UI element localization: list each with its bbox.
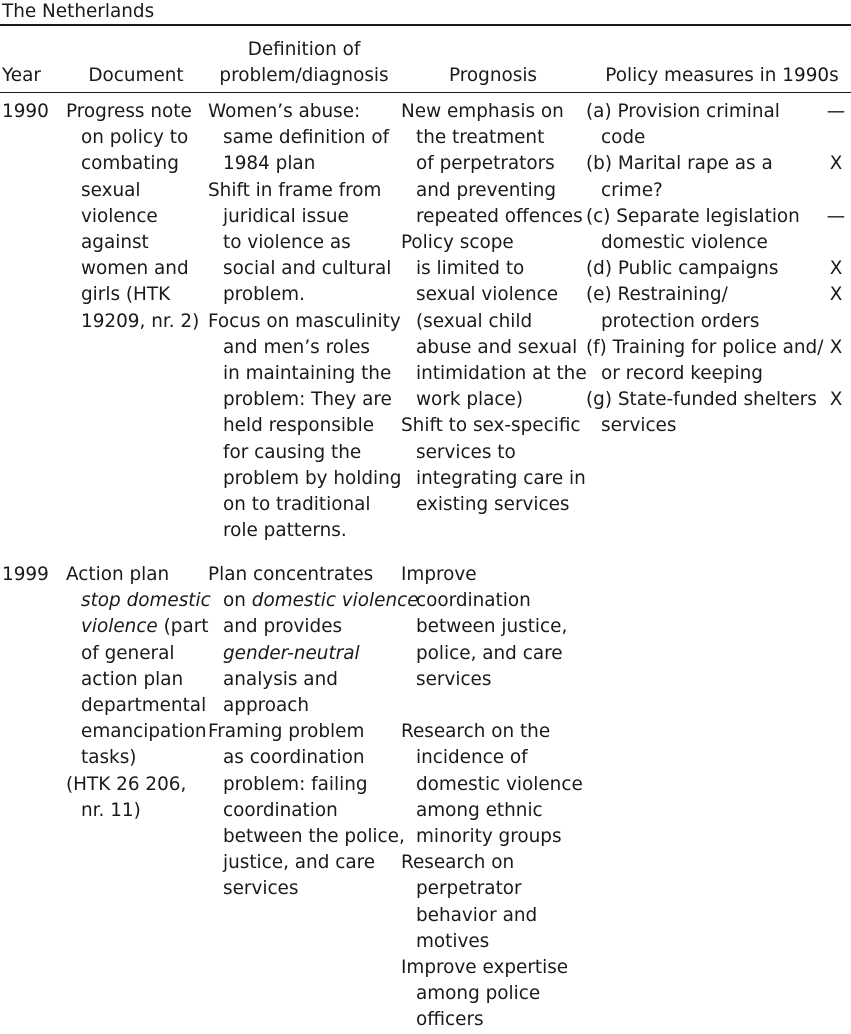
policy-mark: X xyxy=(829,284,843,306)
policy-item-line: services xyxy=(601,415,677,437)
prognosis-item-line: behavior and xyxy=(416,904,538,926)
prognosis-item-line: intimidation at the xyxy=(416,363,587,385)
definition-item-line: on domestic violence xyxy=(223,590,419,612)
definition-item-line: social and cultural xyxy=(223,258,392,280)
policy-item-first: (f) Training for police and/ xyxy=(586,336,824,358)
definition-item-line: coordination xyxy=(223,799,338,821)
document-line: sexual xyxy=(81,179,141,201)
header-policy: Policy measures in 1990s xyxy=(605,65,839,86)
document-line: Action plan xyxy=(66,564,170,585)
policy-item-first: (c) Separate legislation xyxy=(586,205,800,227)
document-line: emancipation xyxy=(81,721,207,743)
definition-item-line: justice, and care xyxy=(223,852,376,874)
prognosis-item-line: perpetrator xyxy=(416,878,522,900)
definition-item-line: juridical issue xyxy=(223,205,349,227)
year-value: 1999 xyxy=(2,564,49,585)
definition-item-line: approach xyxy=(223,695,310,717)
definition-item-line: services xyxy=(223,878,299,900)
definition-cell xyxy=(208,99,400,544)
prognosis-item-line: of perpetrators xyxy=(416,153,555,175)
policy-marks-column xyxy=(822,99,850,439)
document-line: of general xyxy=(81,642,175,664)
document-line: combating xyxy=(81,153,179,175)
prognosis-cell xyxy=(401,562,585,1034)
definition-item-line: role patterns. xyxy=(223,520,347,542)
document-line: violence (part xyxy=(81,616,209,638)
prognosis-item-line: services to xyxy=(416,441,516,463)
policy-item-line: crime? xyxy=(601,179,663,201)
definition-item-first: Framing problem xyxy=(208,721,365,743)
prognosis-item-line: police, and care xyxy=(416,642,563,664)
definition-item-line: and men’s roles xyxy=(223,336,371,358)
prognosis-item-line: incidence of xyxy=(416,747,528,769)
policy-mark: X xyxy=(829,258,843,280)
prognosis-item-line: the treatment xyxy=(416,127,545,149)
definition-item-line: analysis and xyxy=(223,668,338,690)
definition-item-line: between the police, xyxy=(223,826,405,848)
document-line: on policy to xyxy=(81,127,189,149)
policy-item-first: (b) Marital rape as a xyxy=(586,153,773,175)
policy-item-line: protection orders xyxy=(601,310,760,332)
prognosis-item-line: repeated offences xyxy=(416,205,583,227)
definition-item-line: to violence as xyxy=(223,232,351,254)
document-line: against xyxy=(81,232,149,254)
prognosis-item-line: integrating care in xyxy=(416,467,586,489)
header-rule xyxy=(0,92,851,93)
document-line: tasks) xyxy=(81,747,137,769)
definition-item-line: gender-neutral xyxy=(223,642,360,664)
document-line: departmental xyxy=(81,695,207,717)
definition-item-first: Women’s abuse: xyxy=(208,101,361,122)
definition-item-line: problem by holding xyxy=(223,467,402,489)
top-rule xyxy=(0,24,851,26)
policy-item-line: domestic violence xyxy=(601,232,768,254)
definition-item-line: problem. xyxy=(223,284,305,306)
header-definition: Definition of problem/diagnosis xyxy=(219,39,389,86)
definition-item-first: Shift in frame from xyxy=(208,179,382,201)
year-cell xyxy=(2,562,58,588)
prognosis-item-line: domestic violence xyxy=(416,773,583,795)
prognosis-item-line: between justice, xyxy=(416,616,568,638)
year-value: 1990 xyxy=(2,101,49,122)
prognosis-item-first: Research on xyxy=(401,852,515,874)
prognosis-item-first: Research on the xyxy=(401,721,551,743)
header-document: Document xyxy=(88,65,184,86)
prognosis-item-first: Improve expertise xyxy=(401,957,569,979)
document-line: nr. 11) xyxy=(81,799,141,821)
prognosis-item-line: motives xyxy=(416,930,490,952)
prognosis-item-line: minority groups xyxy=(416,826,562,848)
prognosis-item-line: work place) xyxy=(416,389,524,411)
document-cell xyxy=(66,562,211,824)
document-line: stop domestic xyxy=(81,590,211,612)
policy-mark: — xyxy=(826,101,846,122)
definition-item-line: same definition of xyxy=(223,127,390,149)
document-cell xyxy=(66,99,204,335)
policy-item-line: code xyxy=(601,127,646,149)
definition-item-line: for causing the xyxy=(223,441,362,463)
definition-item-line: as coordination xyxy=(223,747,365,769)
definition-item-line: 1984 plan xyxy=(223,153,316,175)
document-line: violence xyxy=(81,205,158,227)
country-title: The Netherlands xyxy=(2,1,155,22)
policy-item-first: (e) Restraining/ xyxy=(586,284,728,306)
policy-cell xyxy=(586,99,824,440)
policy-item-first: (d) Public campaigns xyxy=(586,258,779,280)
definition-item-line: in maintaining the xyxy=(223,363,392,385)
policy-mark: X xyxy=(829,336,843,358)
document-line: Progress note xyxy=(66,101,192,122)
policy-item-first: (g) State-funded shelters xyxy=(586,389,817,411)
document-line: girls (HTK xyxy=(81,284,171,306)
prognosis-item-first: Improve xyxy=(401,564,477,585)
document-line: action plan xyxy=(81,668,184,690)
definition-item-line: problem: They are xyxy=(223,389,392,411)
policy-mark: — xyxy=(826,205,846,227)
definition-item-first: Focus on masculinity xyxy=(208,310,401,332)
document-line: (HTK 26 206, xyxy=(66,773,187,795)
policy-item-first: (a) Provision criminal xyxy=(586,101,780,122)
header-year: Year xyxy=(2,65,41,86)
prognosis-item-line: coordination xyxy=(416,590,531,612)
prognosis-item-line: among ethnic xyxy=(416,799,543,821)
prognosis-item-line: sexual violence xyxy=(416,284,559,306)
document-line: 19209, nr. 2) xyxy=(81,310,200,332)
definition-cell xyxy=(208,562,419,903)
definition-item-line: held responsible xyxy=(223,415,375,437)
policy-item-line: or record keeping xyxy=(601,363,763,385)
prognosis-item-line: (sexual child xyxy=(416,310,533,332)
prognosis-item-first: Shift to sex-specific xyxy=(401,415,581,437)
prognosis-item-line: is limited to xyxy=(416,258,525,280)
definition-item-first: Plan concentrates xyxy=(208,564,374,585)
prognosis-cell xyxy=(401,99,585,518)
policy-mark: X xyxy=(829,153,843,175)
definition-item-line: and provides xyxy=(223,616,343,638)
definition-item-line: problem: failing xyxy=(223,773,368,795)
prognosis-item-line: abuse and sexual xyxy=(416,336,578,358)
definition-item-line: on to traditional xyxy=(223,494,371,516)
policy-mark: X xyxy=(829,389,843,411)
prognosis-item-first: New emphasis on xyxy=(401,101,564,122)
prognosis-item-line: services xyxy=(416,668,492,690)
prognosis-item-first: Policy scope xyxy=(401,232,514,254)
prognosis-item-line: and preventing xyxy=(416,179,557,201)
prognosis-item-line: officers xyxy=(416,1009,484,1031)
document-line: women and xyxy=(81,258,189,280)
prognosis-item-line: existing services xyxy=(416,494,570,516)
header-prognosis: Prognosis xyxy=(448,65,538,86)
prognosis-item-line: among police xyxy=(416,983,541,1005)
year-cell xyxy=(2,99,58,125)
